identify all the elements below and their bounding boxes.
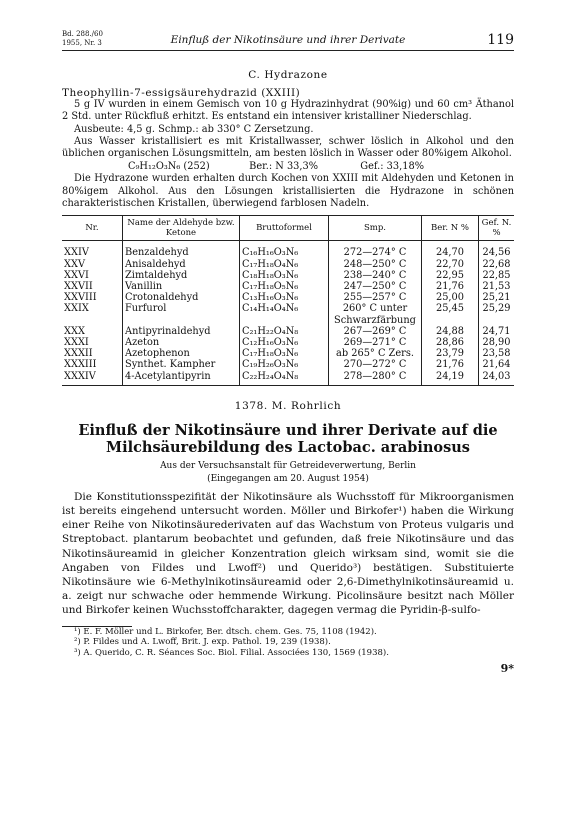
hydrazone-paragraph: Die Hydrazone wurden erhalten durch Kochen von XXIII mit Aldehyden und Ketonen in 80%igem Alkohol. Aus den Lösungen kristallisierten die Hydrazone in schönen charakteristischen Kristallen, überwiegend farblosen Nadeln.: [62, 173, 514, 210]
table-cell-note: Schwarzfärbung: [329, 315, 422, 326]
table-row: [62, 270, 514, 281]
table-cell: Crotonaldehyd: [123, 292, 240, 303]
table-cell: 21,76: [422, 359, 479, 370]
analysis-calculated: Ber.: N 33,3%: [249, 161, 319, 173]
table-cell: 278—280° C: [329, 371, 422, 386]
table-cell: 272—274° C: [329, 247, 422, 258]
column-header: Ber. N %: [422, 216, 479, 241]
table-cell: XXIX: [64, 303, 89, 315]
table-cell: C₁₄H₁₄O₄N₆: [240, 303, 329, 314]
column-header: Bruttoformel: [240, 216, 329, 241]
article-body: Die Konstitutionsspezifität der Nikotinsäure als Wuchsstoff für Mikroorganismen ist bereits eingehend untersucht worden. Möller und Birkofer¹) haben die Wirkung einer Reihe von Nikotinsäurederivaten auf das Wachstum von Proteus vulgaris und Streptobact. plantarum beobachtet und gefunden, daß freie Nikotinsäure und das Nikotinsäureamid in gleicher Konzentration gleich wirksam sind, womit sie die Angaben von Fildes und Lwoff²) und Querido³) bestätigen. Substituierte Nikotinsäure wie 6-Methylnikotinsäureamid oder 2,6-Dimethylnikotinsäureamid u. a. zeigt nur schwache oder hemmende Wirkung. Picolinsäure besitzt nach Möller und Birkofer keinen Wuchsstoffcharakter, dagegen vermag die Pyridin-β-sulfo-: [62, 490, 514, 617]
table-cell: 24,70: [422, 247, 479, 258]
received-date: (Eingegangen am 20. August 1954): [207, 473, 369, 484]
table-cell: XXVI: [64, 269, 89, 281]
table-cell: XXXI: [64, 337, 89, 348]
table-cell: C₁₇H₁₈O₅N₆: [240, 281, 329, 292]
table-row: [62, 337, 514, 348]
table-cell: 28,86: [422, 337, 479, 348]
table-cell: C₁₈H₁₈O₃N₆: [240, 270, 329, 281]
table-cell: XXXIII: [64, 359, 97, 371]
table-cell: C₁₃H₁₆O₃N₆: [240, 292, 329, 303]
table-cell: Furfurol: [123, 303, 240, 314]
table-cell: 28,90: [479, 337, 515, 348]
table-cell: 25,45: [422, 303, 479, 314]
table-row: [62, 292, 514, 303]
institution-line: Aus der Versuchsanstalt für Getreideverwertung, Berlin: [160, 460, 416, 471]
table-cell: 267—269° C: [329, 326, 422, 337]
table-cell: XXXII: [64, 348, 93, 360]
table-cell: 269—271° C: [329, 337, 422, 348]
page-number: 119: [487, 32, 514, 48]
table-cell: XXX: [64, 325, 85, 337]
page: [62, 30, 514, 676]
table-cell: Vanillin: [123, 281, 240, 292]
table-cell: 25,29: [479, 303, 515, 314]
table-cell: C₁₆H₁₆O₃N₆: [240, 247, 329, 258]
table-row: [62, 281, 514, 292]
table-cell: 23,79: [422, 348, 479, 359]
table-cell: 22,68: [479, 259, 515, 270]
table-cell: 247—250° C: [329, 281, 422, 292]
table-row: [62, 371, 514, 386]
table-row-note: [62, 315, 514, 326]
table-row: [62, 259, 514, 270]
table-cell: C₁₉H₂₆O₃N₆: [240, 359, 329, 370]
signature-mark: 9*: [500, 662, 514, 676]
year-label: 1955, Nr. 3: [62, 38, 102, 47]
column-header: Nr.: [62, 216, 123, 241]
table-cell: Azeton: [123, 337, 240, 348]
table-cell: 4-Acetylantipyrin: [123, 371, 240, 386]
table-row: [62, 348, 514, 359]
table-cell: 24,19: [422, 371, 479, 386]
table-cell: Azetophenon: [123, 348, 240, 359]
table-cell: XXVIII: [64, 292, 97, 304]
table-cell: XXIV: [64, 247, 89, 259]
table-cell: 24,88: [422, 326, 479, 337]
table-cell: 24,56: [479, 247, 515, 258]
table-cell: XXVII: [64, 280, 93, 292]
table-row: [62, 359, 514, 370]
procedure-paragraph: 5 g IV wurden in einem Gemisch von 10 g Hydrazinhydrat (90%ig) und 60 cm³ Äthanol 2 Std. unter Rückfluß erhitzt. Es entstand ein intensiver kristalliner Niederschlag.: [62, 99, 514, 123]
table-cell: 22,95: [422, 270, 479, 281]
table-cell: Zimtaldehyd: [123, 270, 240, 281]
table-cell: 24,71: [479, 326, 515, 337]
running-header: [62, 30, 514, 51]
table-cell: 260° C unter: [329, 303, 422, 314]
table-cell: Antipyrinaldehyd: [123, 326, 240, 337]
table-cell: 25,21: [479, 292, 515, 303]
table-cell: 255—257° C: [329, 292, 422, 303]
analysis-line: [128, 160, 514, 173]
table-cell: C₂₂H₂₄O₄N₈: [240, 371, 329, 386]
table-cell: 23,58: [479, 348, 515, 359]
running-title: Einfluß der Nikotinsäure und ihrer Derivate: [170, 34, 406, 46]
table-cell: Synthet. Kampher: [123, 359, 240, 370]
table-cell: Benzaldehyd: [123, 247, 240, 258]
article-number-author: 1378. M. Rohrlich: [234, 399, 342, 412]
table-cell: 22,85: [479, 270, 515, 281]
yield-line: Ausbeute: 4,5 g. Schmp.: ab 330° C Zersetzung.: [74, 123, 314, 135]
article-title: Einfluß der Nikotinsäure und ihrer Derivate auf die Milchsäurebildung des Lactobac. arabinosus: [78, 421, 498, 456]
table-header-row: [62, 216, 514, 241]
table-cell: 25,00: [422, 292, 479, 303]
compound-title: Theophyllin-7-essigsäurehydrazid (XXIII): [62, 87, 301, 99]
table-cell: XXV: [64, 258, 86, 270]
table-cell: 238—240° C: [329, 270, 422, 281]
table-row: [62, 303, 514, 314]
footnote: ¹) E. F. Möller und L. Birkofer, Ber. dtsch. chem. Ges. 75, 1108 (1942).: [74, 626, 377, 637]
footnote: ³) A. Querido, C. R. Séances Soc. Biol. Filial. Associées 130, 1569 (1938).: [74, 647, 389, 658]
table-body: [62, 241, 514, 385]
table-row: [62, 326, 514, 337]
table-cell: ab 265° C Zers.: [329, 348, 422, 359]
table-cell: Anisaldehyd: [123, 259, 240, 270]
solubility-paragraph: Aus Wasser kristallisiert es mit Kristallwasser, schwer löslich in Alkohol und den üblichen organischen Lösungsmitteln, am besten löslich in Wasser oder 80%igem Alkohol.: [62, 135, 514, 160]
table-cell: XXXIV: [62, 371, 123, 386]
table-cell: 248—250° C: [329, 259, 422, 270]
table-cell: 24,03: [479, 371, 515, 386]
table-cell: C₁₂H₁₆O₃N₆: [240, 337, 329, 348]
analysis-formula: C₉H₁₂O₃N₆ (252): [128, 161, 210, 173]
hydrazone-table: [62, 215, 514, 385]
table-cell: 270—272° C: [329, 359, 422, 370]
table-row: [62, 247, 514, 258]
footnote: ²) P. Fildes und A. Lwoff, Brit. J. exp. Pathol. 19, 239 (1938).: [74, 637, 331, 648]
table-cell: 21,64: [479, 359, 515, 370]
table-cell: 21,53: [479, 281, 515, 292]
table-cell: C₁₇H₁₈O₃N₆: [240, 348, 329, 359]
table-cell: C₂₁H₂₂O₄N₈: [240, 326, 329, 337]
table-cell: 22,70: [422, 259, 479, 270]
column-header: Gef. N. %: [479, 216, 515, 241]
table-cell: C₁₇H₁₈O₄N₆: [240, 259, 329, 270]
section-heading: C. Hydrazone: [248, 69, 328, 81]
table-cell: 21,76: [422, 281, 479, 292]
analysis-found: Gef.: 33,18%: [360, 161, 425, 173]
volume-label: Bd. 288./60: [62, 30, 103, 38]
column-header: Name der Aldehyde bzw. Ketone: [123, 216, 240, 241]
column-header: Smp.: [329, 216, 422, 241]
